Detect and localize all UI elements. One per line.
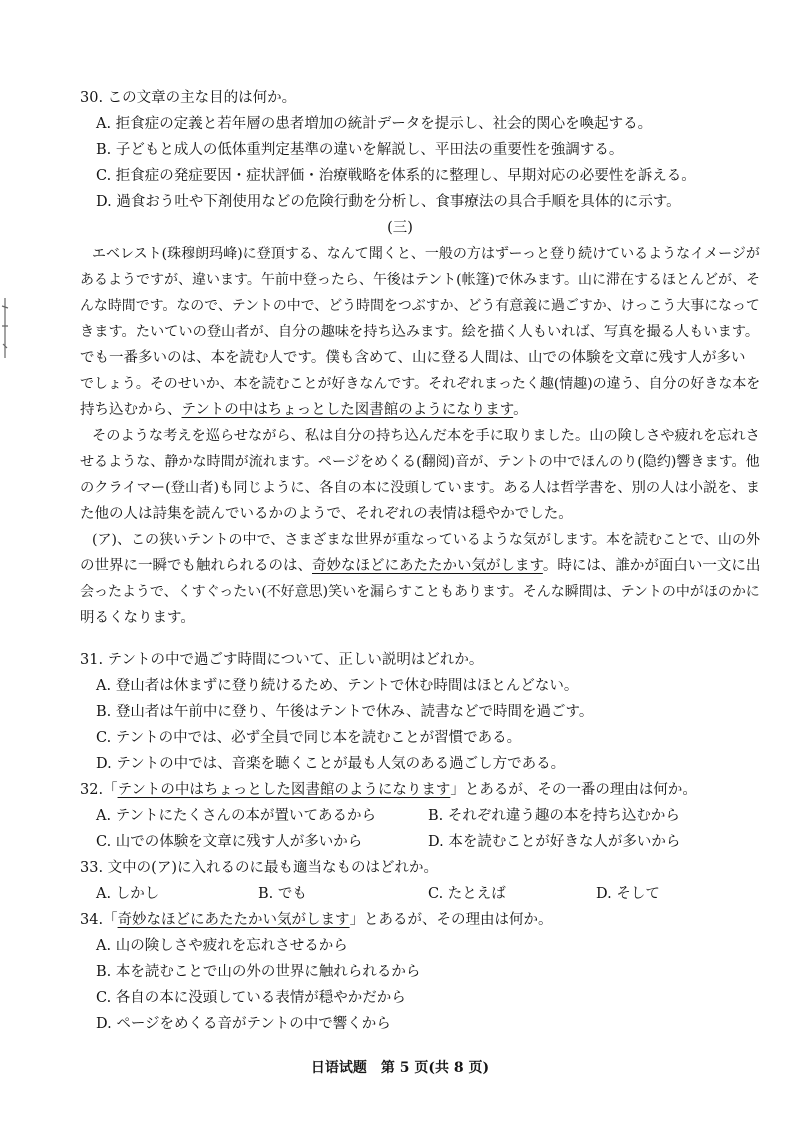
q31-question: 31. テントの中で過ごす時間について、正しい説明はどれか。: [80, 652, 484, 668]
q34-option-d[interactable]: D. ページをめくる音がテントの中で響くから: [96, 1016, 391, 1032]
section-title: (三): [387, 220, 413, 236]
passage-line: 持ち込むから、テントの中はちょっとした図書館のようになります。: [80, 402, 528, 418]
passage-line: 会ったようで、くすぐったい(不好意思)笑いを漏らすこともあります。そんな瞬間は、テントの中がほのかに: [80, 584, 760, 600]
q32-option-d[interactable]: D. 本を読むことが好きな人が多いから: [428, 834, 681, 850]
passage-line: でも一番多いのは、本を読む人です。僕も含めて、山に登る人間は、山での体験を文章に残す人が多い: [80, 350, 746, 366]
passage-line: のクライマー(登山者)も同じように、各自の本に没頭しています。ある人は哲学書を、別の人は小説を、ま: [80, 480, 761, 496]
q32-option-a[interactable]: A. テントにたくさんの本が置いてあるから: [96, 808, 376, 824]
passage-line: エベレスト(珠穆朗玛峰)に登頂する、なんて聞くと、一般の方はずーっと登り続けているようなイメージが: [92, 246, 760, 262]
q30-option-c[interactable]: C. 拒食症の発症要因・症状評価・治療戦略を体系的に整理し、早期対応の必要性を訴える。: [96, 168, 696, 184]
q30-question: 30. この文章の主な目的は何か。: [80, 90, 297, 106]
q33-option-c[interactable]: C. たとえば: [428, 886, 506, 902]
passage-line: んな時間です。なので、テントの中で、どう時間をつぶすか、どう有意義に過ごすか、けっこう大事になって: [80, 298, 760, 314]
passage-line: そのような考えを巡らせながら、私は自分の持ち込んだ本を手に取りました。山の険しさや疲れを忘れさ: [92, 428, 760, 444]
q33-option-a[interactable]: A. しかし: [96, 886, 160, 902]
q32-quoted-phrase: テントの中はちょっとした図書館のようになります: [117, 782, 451, 798]
q32-question: 32.「テントの中はちょっとした図書館のようになります」とあるが、その一番の理由は何か。: [80, 782, 697, 798]
passage-line: 明るくなります。: [80, 610, 195, 626]
binding-mark: [0, 296, 10, 360]
q34-quoted-phrase: 奇妙なほどにあたたかい気がします: [117, 912, 350, 928]
passage-line: せるような、静かな時間が流れます。ページをめくる(翻阅)音が、テントの中でほんのり(隐约)響きます。他: [80, 454, 760, 470]
q33-option-b[interactable]: B. でも: [258, 886, 307, 902]
q32-option-c[interactable]: C. 山での体験を文章に残す人が多いから: [96, 834, 363, 850]
q30-option-d[interactable]: D. 過食おう吐や下剤使用などの危険行動を分析し、食事療法の具合手順を具体的に示す。: [96, 194, 681, 210]
q34-option-b[interactable]: B. 本を読むことで山の外の世界に触れられるから: [96, 964, 421, 980]
passage-line: の世界に一瞬でも触れられるのは、奇妙なほどにあたたかい気がします。時には、誰かが面白い一文に出: [80, 558, 761, 574]
passage-line: きます。たいていの登山者が、自分の趣味を持ち込みます。絵を描く人もいれば、写真を撮る人もいます。: [80, 324, 760, 340]
q34-question: 34.「奇妙なほどにあたたかい気がします」とあるが、その理由は何か。: [80, 912, 553, 928]
q33-question: 33. 文中の(ア)に入れるのに最も適当なものはどれか。: [80, 860, 438, 876]
passage-line: た他の人は詩集を読んでいるかのようで、それぞれの表情は穏やかでした。: [80, 506, 573, 522]
q34-option-c[interactable]: C. 各自の本に没頭している表情が穏やかだから: [96, 990, 406, 1006]
page-footer: 日语试题 第 5 页(共 8 页): [310, 1060, 490, 1076]
q32-option-b[interactable]: B. それぞれ違う趣の本を持ち込むから: [428, 808, 680, 824]
passage-line: あるようですが、違います。午前中登ったら、午後はテント(帐篷)で休みます。山に滞在するほとんどが、そ: [80, 272, 760, 288]
q31-option-a[interactable]: A. 登山者は休まずに登り続けるため、テントで休む時間はほとんどない。: [96, 678, 579, 694]
underlined-phrase-warm: 奇妙なほどにあたたかい気がします: [312, 558, 543, 574]
q31-option-b[interactable]: B. 登山者は午前中に登り、午後はテントで休み、読書などで時間を過ごす。: [96, 704, 594, 720]
q33-option-d[interactable]: D. そして: [596, 886, 660, 902]
q31-option-d[interactable]: D. テントの中では、音楽を聴くことが最も人気のある過ごし方である。: [96, 756, 566, 772]
q30-option-b[interactable]: B. 子どもと成人の低体重判定基準の違いを解説し、平田法の重要性を強調する。: [96, 142, 624, 158]
q34-option-a[interactable]: A. 山の険しさや疲れを忘れさせるから: [96, 938, 348, 954]
q31-option-c[interactable]: C. テントの中では、必ず全員で同じ本を読むことが習慣である。: [96, 730, 522, 746]
q30-option-a[interactable]: A. 拒食症の定義と若年層の患者増加の統計データを提示し、社会的関心を喚起する。: [96, 116, 653, 132]
passage-line: でしょう。そのせいか、本を読むことが好きなんです。それぞれまったく趣(情趣)の違う、自分の好きな本を: [80, 376, 761, 392]
passage-line: (ア)、この狭いテントの中で、さまざまな世界が重なっているような気がします。本を読むことで、山の外: [92, 532, 761, 548]
underlined-phrase-library: テントの中はちょっとした図書館のようになります: [181, 402, 514, 418]
